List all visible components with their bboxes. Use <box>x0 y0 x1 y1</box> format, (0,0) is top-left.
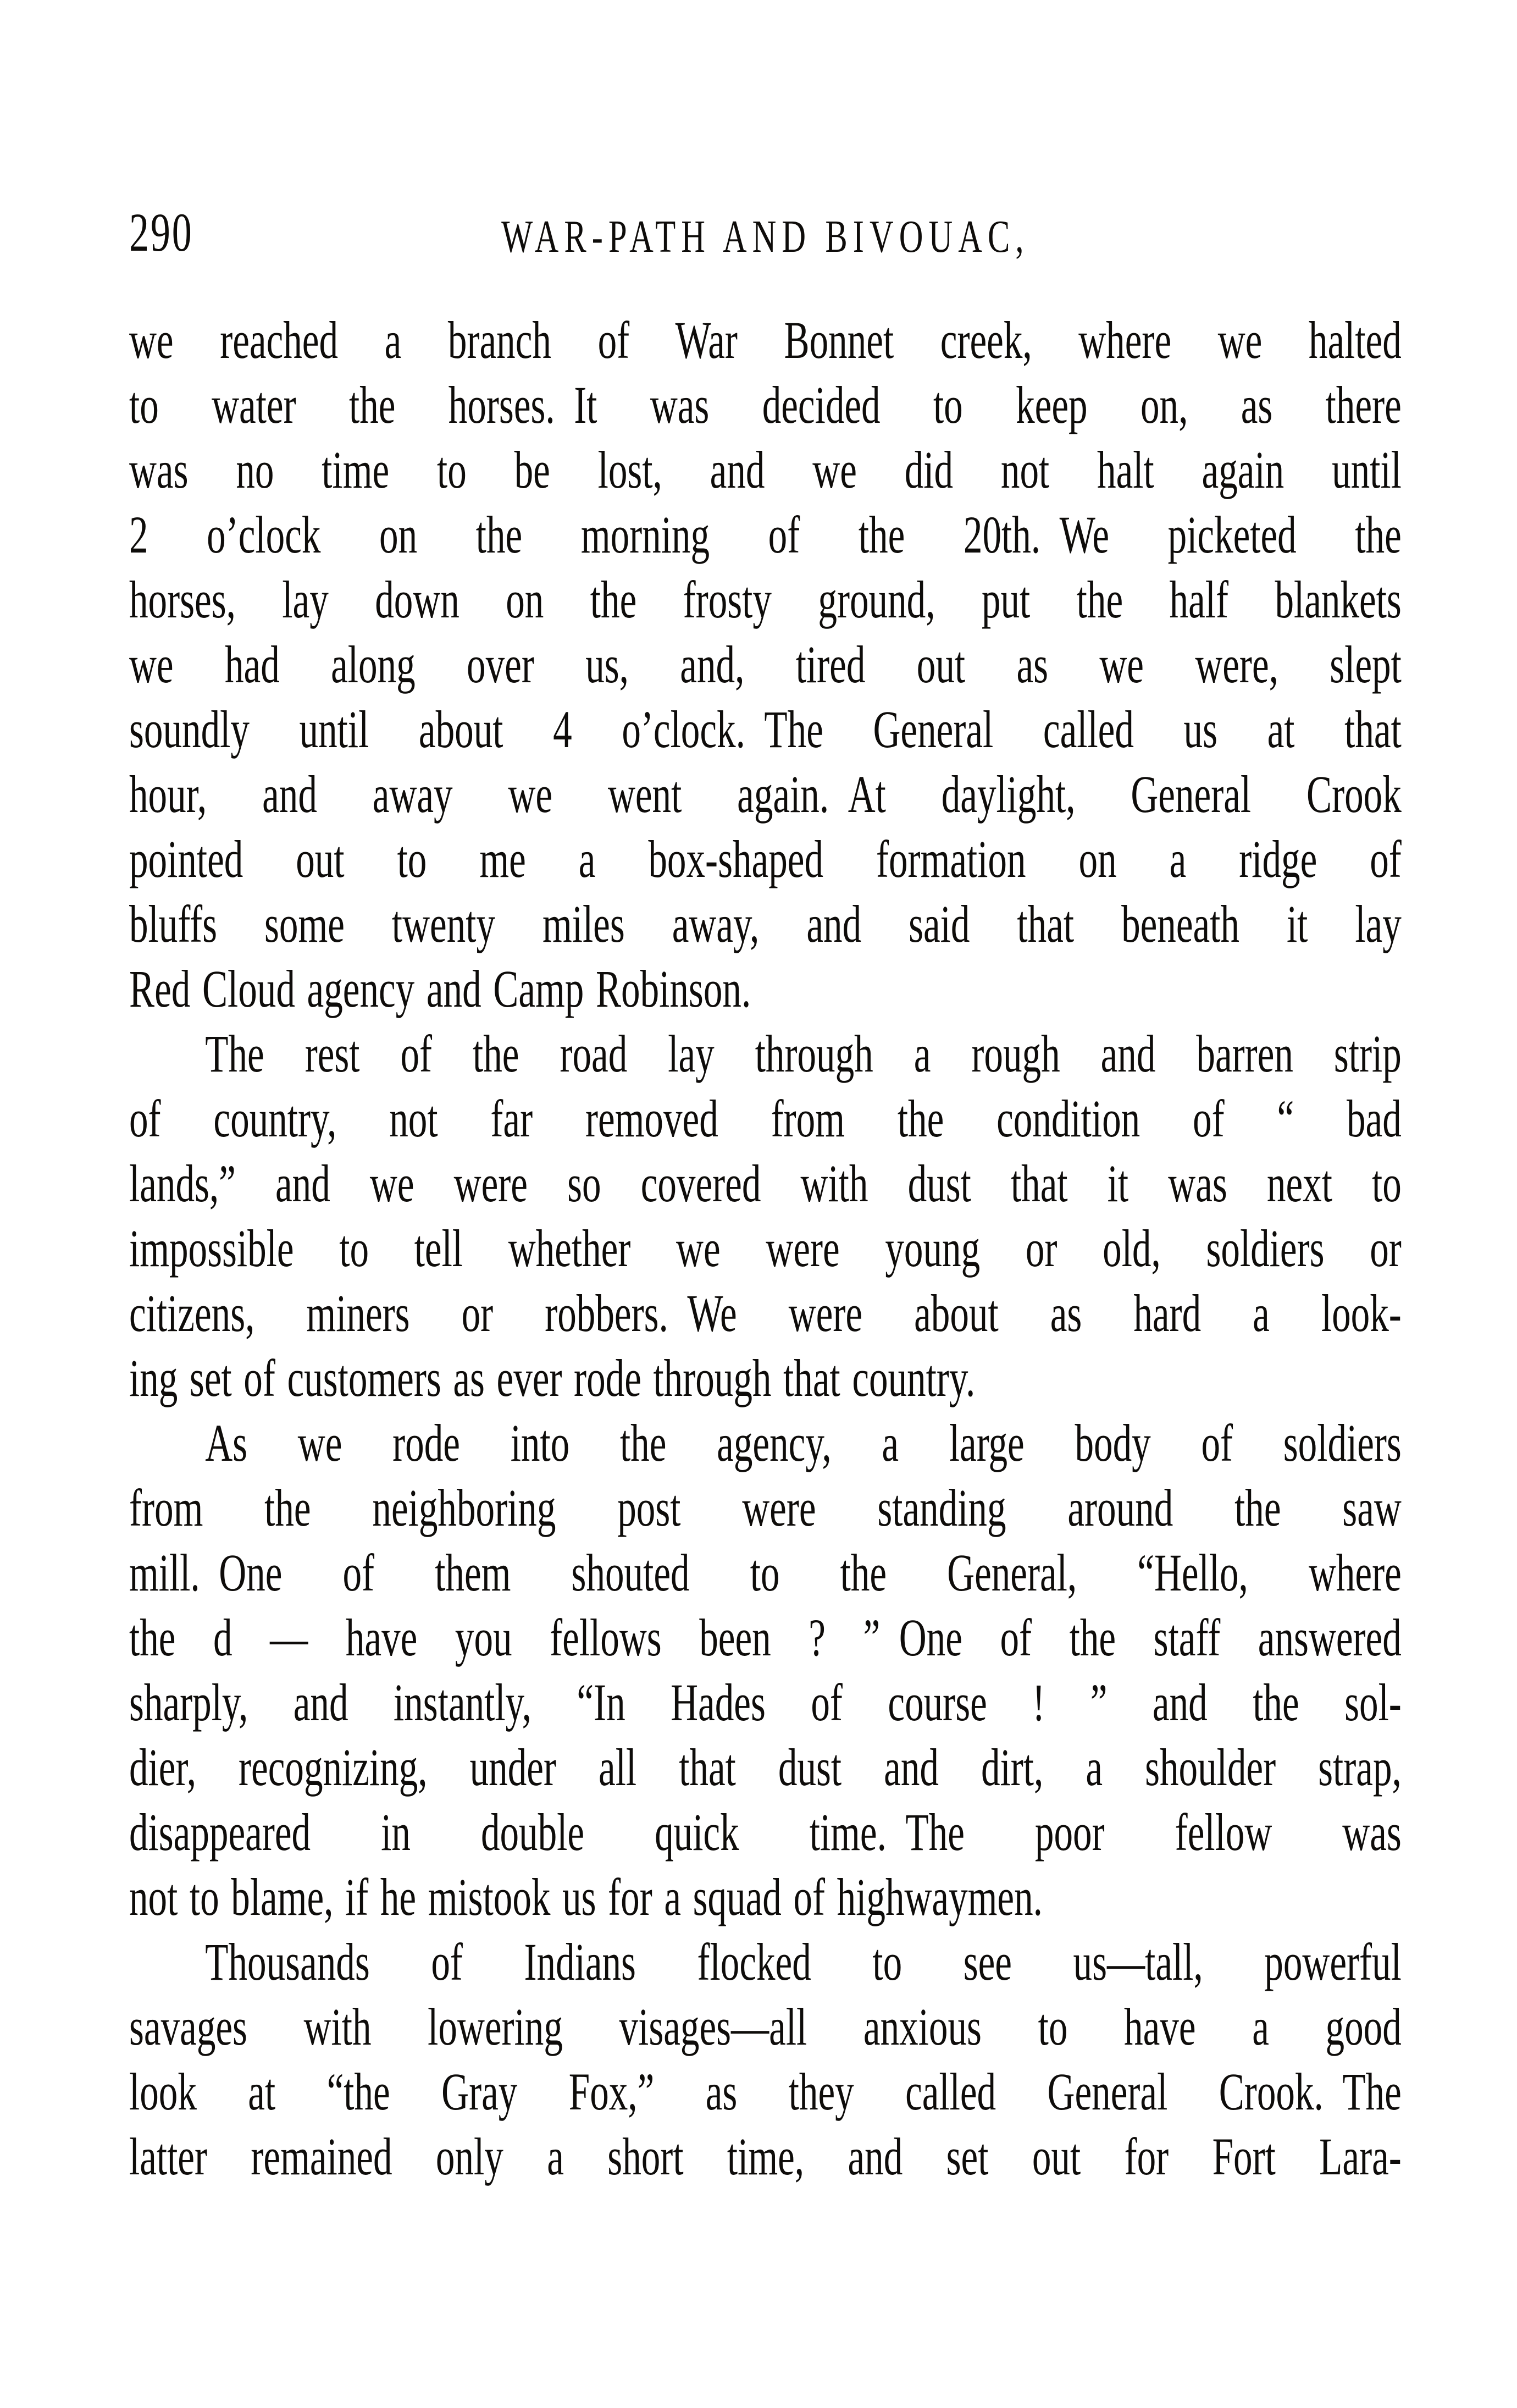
text-line: look at “the Gray Fox,” as they called General Crook. The <box>129 2062 1402 2121</box>
text-line: sharply, and instantly, “In Hades of course ! ” and the sol- <box>129 1673 1402 1732</box>
text-line: Red Cloud agency and Camp Robinson. <box>129 959 751 1018</box>
page-content-column <box>129 202 1402 2189</box>
text-line: ing set of customers as ever rode through that country. <box>129 1349 976 1407</box>
text-line: savages with lowering visages—all anxious to have a good <box>129 1997 1402 2056</box>
page-body-text <box>129 274 1402 2189</box>
text-line: The rest of the road lay through a rough and barren strip <box>205 1024 1402 1083</box>
text-line: was no time to be lost, and we did not halt again until <box>129 440 1402 499</box>
text-line: from the neighboring post were standing around the saw <box>129 1478 1402 1537</box>
text-line: hour, and away we went again. At daylight, General Crook <box>129 765 1402 824</box>
text-line: the d — have you fellows been ? ” One of the staff answered <box>129 1608 1402 1667</box>
text-line: we had along over us, and, tired out as we were, slept <box>129 635 1402 694</box>
running-header-title: WAR-PATH AND BIVOUAC, <box>501 211 1029 262</box>
text-line: 2 o’clock on the morning of the 20th. We picketed the <box>129 505 1402 564</box>
text-line: not to blame, if he mistook us for a squad of highwaymen. <box>129 1868 1043 1926</box>
text-line: we reached a branch of War Bonnet creek, where we halted <box>129 311 1402 369</box>
text-line: Thousands of Indians flocked to see us—tall, powerful <box>205 1932 1402 1991</box>
text-line: of country, not far removed from the condition of “ bad <box>129 1089 1402 1148</box>
text-line: disappeared in double quick time. The poor fellow was <box>129 1803 1402 1862</box>
text-line: soundly until about 4 o’clock. The General called us at that <box>129 700 1402 759</box>
text-line: mill. One of them shouted to the General, “Hello, where <box>129 1543 1402 1602</box>
text-line: lands,” and we were so covered with dust that it was next to <box>129 1154 1402 1213</box>
text-line: dier, recognizing, under all that dust and dirt, a shoulder strap, <box>129 1738 1402 1797</box>
page-header <box>129 202 1402 274</box>
text-line: impossible to tell whether we were young or old, soldiers or <box>129 1219 1402 1278</box>
text-line: bluffs some twenty miles away, and said that beneath it lay <box>129 894 1402 953</box>
text-line: to water the horses. It was decided to keep on, as there <box>129 375 1402 434</box>
text-line: citizens, miners or robbers. We were about as hard a look- <box>129 1284 1402 1343</box>
text-line: pointed out to me a box-shaped formation on a ridge of <box>129 830 1402 888</box>
text-line: latter remained only a short time, and set out for Fort Lara- <box>129 2127 1402 2186</box>
text-line: horses, lay down on the frosty ground, put the half blankets <box>129 570 1402 629</box>
page-number: 290 <box>129 202 193 263</box>
text-line: As we rode into the agency, a large body of soldiers <box>205 1413 1402 1472</box>
